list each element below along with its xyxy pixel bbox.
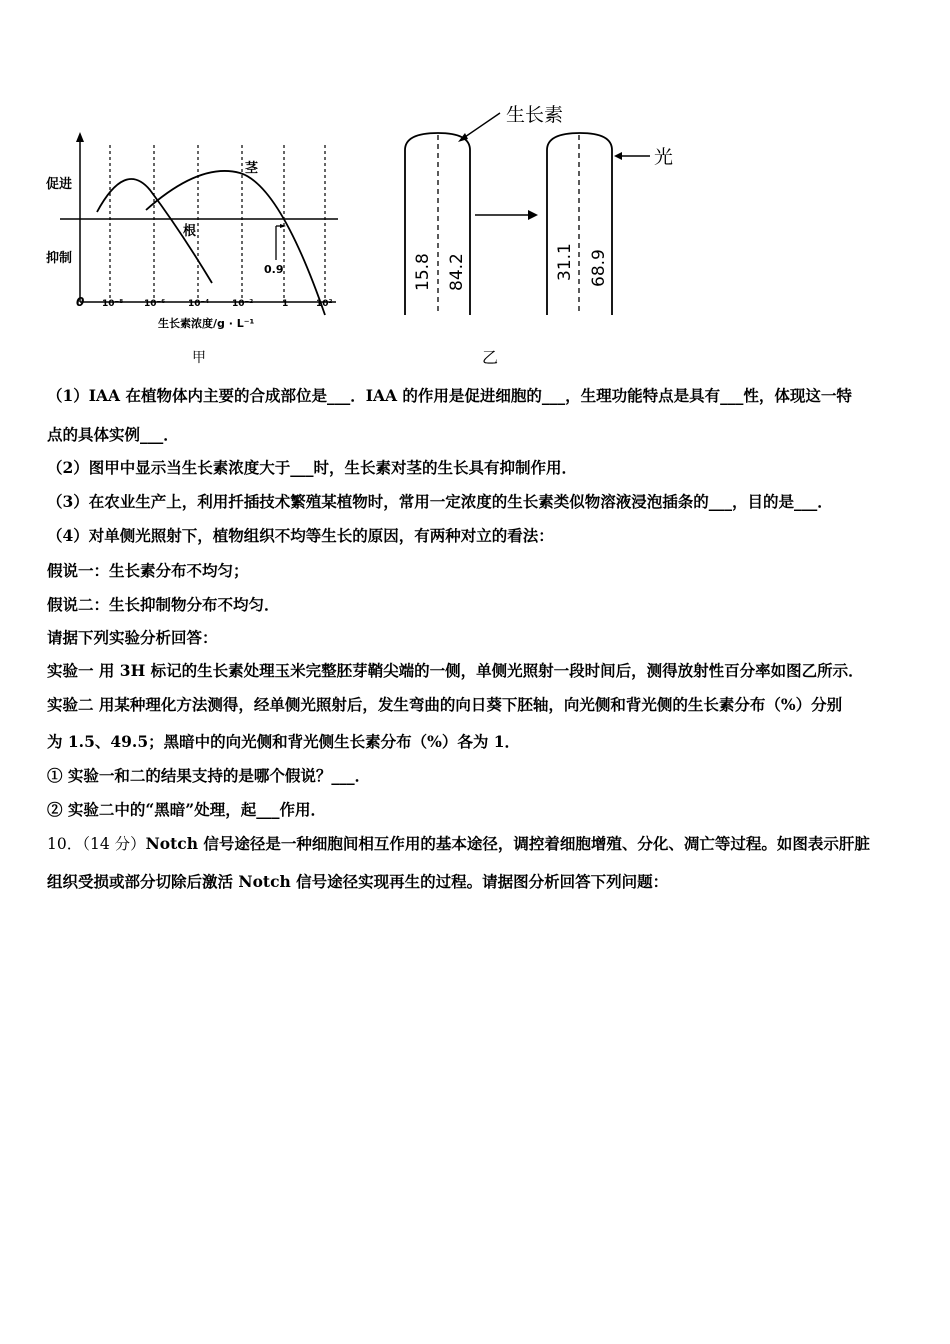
left-value-lit: 15.8 [413,253,433,291]
origin-label: 0 [76,295,85,309]
x-axis-title: 生长素浓度/g · L⁻¹ [158,317,255,330]
right-value-shade: 68.9 [589,249,609,287]
figure-jia-auxin-curve [40,120,360,375]
question-10-text: Notch 信号途径是一种细胞间相互作用的基本途径，调控着细胞增殖、分化、凋亡等过程。如图表示肝脏 [145,834,870,853]
light-label: 光 [654,146,674,168]
question-3: （3）在农业生产上，利用扦插技术繁殖某植物时，常用一定浓度的生长素类似物溶液浸泡插条的___，目的是___． [47,492,833,511]
hypothesis-1: 假说一：生长素分布不均匀； [47,561,249,580]
question-1-line-1: （1）IAA 在植物体内主要的合成部位是___．IAA 的作用是促进细胞的___，生理功能特点是具有___性，体现这一特 [47,386,852,405]
x-tick: 10⁻⁸ [102,299,124,309]
auxin-pointer [462,113,500,139]
x-tick: 1 [282,299,289,309]
sub-question-2: ② 实验二中的“黑暗”处理，起___作用． [47,800,326,819]
inhibit-label: 抑制 [46,251,73,266]
x-tick: 10⁻² [232,299,254,309]
question-1-line-2: 点的具体实例___． [47,425,179,444]
right-value-lit: 31.1 [555,243,575,281]
gridlines [110,145,325,302]
transition-arrow-head [528,210,538,220]
instruction: 请据下列实验分析回答： [47,628,218,647]
experiment-1: 实验一 用 3H 标记的生长素处理玉米完整胚芽鞘尖端的一侧，单侧光照射一段时间后，测得放射性百分率如图乙所示． [47,661,864,680]
question-10-line-1 [47,834,907,854]
left-value-shade: 84.2 [447,253,467,291]
promote-label: 促进 [46,177,73,192]
question-4: （4）对单侧光照射下，植物组织不均等生长的原因，有两种对立的看法： [47,526,554,545]
stem-label: 茎 [245,161,259,176]
figure-yi-caption: 乙 [482,348,499,367]
marker-arrow [280,224,286,228]
experiment-2-line-2: 为 1.5、49.5；黑暗中的向光侧和背光侧生长素分布（%）各为 1． [47,732,521,751]
question-2: （2）图甲中显示当生长素浓度大于___时，生长素对茎的生长具有抑制作用． [47,458,578,477]
light-arrow-head [614,152,622,160]
x-tick: 10² [316,299,333,309]
figure-jia-caption: 甲 [192,350,206,366]
figure-yi-coleoptile [390,95,710,370]
y-axis-arrow [76,132,84,142]
root-label: 根 [183,224,197,239]
hypothesis-2: 假说二：生长抑制物分布不均匀． [47,595,280,614]
stem-curve [146,171,325,315]
auxin-label: 生长素 [506,104,564,126]
question-10-line-2: 组织受损或部分切除后激活 Notch 信号途径实现再生的过程。请据图分析回答下列问题： [47,872,669,891]
experiment-2-line-1: 实验二 用某种理化方法测得，经单侧光照射后，发生弯曲的向日葵下胚轴，向光侧和背光侧的生长素分布（%）分别 [47,695,843,714]
question-10-number: 10．（14 分） [47,835,146,853]
marker-value: 0.9 [264,263,284,276]
sub-question-1: ① 实验一和二的结果支持的是哪个假说？___． [47,766,371,785]
x-tick: 10⁻⁶ [144,299,166,309]
x-tick-labels [102,299,333,309]
x-tick: 10⁻⁴ [188,299,210,309]
